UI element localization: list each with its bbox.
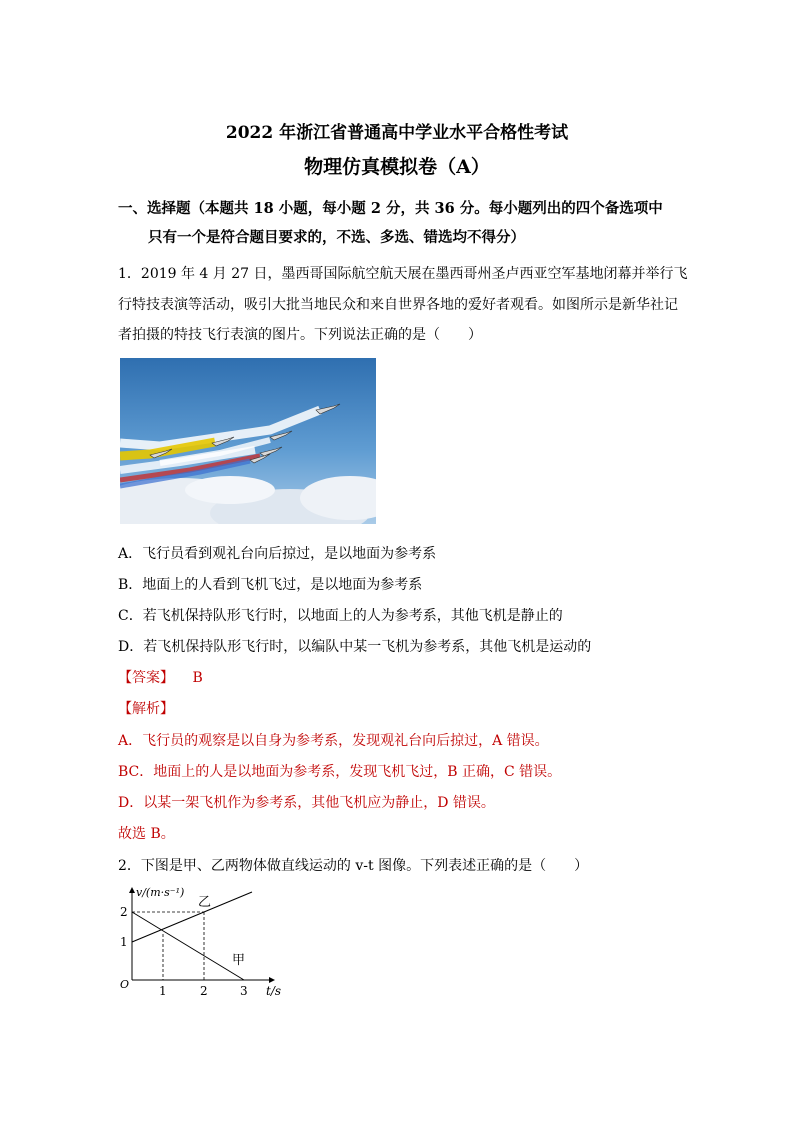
y-axis-label: v/(m·s⁻¹) [136,886,185,899]
q1-analysis-d: D．以某一架飞机作为参考系，其他飞机应为静止，D 错误。 [118,795,495,811]
line-yi [132,892,252,942]
vt-graph [116,884,296,1000]
x-axis-label: t/s [266,984,282,998]
origin-label: O [120,978,130,991]
x-tick-1: 1 [159,984,167,998]
q1-option-d: D．若飞机保持队形飞行时，以编队中某一飞机为参考系，其他飞机是运动的 [118,639,592,655]
q1-option-b: B．地面上的人看到飞机飞过，是以地面为参考系 [118,577,423,593]
x-tick-3: 3 [240,984,248,998]
x-tick-2: 2 [200,984,208,998]
answer-label: 【答案】 [118,670,174,686]
exam-subtitle: 物理仿真模拟卷（A） [304,156,490,178]
answer-value: B [192,670,203,686]
q1-analysis-label: 【解析】 [118,701,174,717]
section-heading-line2: 只有一个是符合题目要求的，不选、多选、错选均不得分） [148,229,525,246]
line-jia [132,912,244,980]
y-tick-2: 2 [120,905,128,919]
air-show-photo [120,358,376,524]
q2-stem: 2．下图是甲、乙两物体做直线运动的 v-t 图像。下列表述正确的是（ ） [118,858,589,874]
q1-option-c: C．若飞机保持队形飞行时，以地面上的人为参考系，其他飞机是静止的 [118,608,563,624]
q1-stem-line3: 者拍摄的特技飞行表演的图片。下列说法正确的是（ ） [118,327,482,343]
q1-stem-line1: 1．2019 年 4 月 27 日，墨西哥国际航空航天展在墨西哥州圣卢西亚空军基地闭幕并举行飞 [118,266,688,282]
q1-stem-line2: 行特技表演等活动，吸引大批当地民众和来自世界各地的爱好者观看。如图所示是新华社记 [118,297,678,313]
q1-answer [118,667,203,687]
label-yi: 乙 [198,895,212,910]
label-jia: 甲 [232,953,246,968]
q1-analysis-bc: BC．地面上的人是以地面为参考系，发现飞机飞过，B 正确，C 错误。 [118,764,562,780]
section-heading-line1: 一、选择题（本题共 18 小题，每小题 2 分，共 36 分。每小题列出的四个备选项中 [118,200,663,217]
q1-option-a: A．飞行员看到观礼台向后掠过，是以地面为参考系 [118,546,437,562]
y-tick-1: 1 [120,935,128,949]
exam-title: 2022 年浙江省普通高中学业水平合格性考试 [225,123,569,143]
q1-conclusion: 故选 B。 [118,826,175,842]
q1-analysis-a: A．飞行员的观察是以自身为参考系，发现观礼台向后掠过，A 错误。 [118,733,549,749]
